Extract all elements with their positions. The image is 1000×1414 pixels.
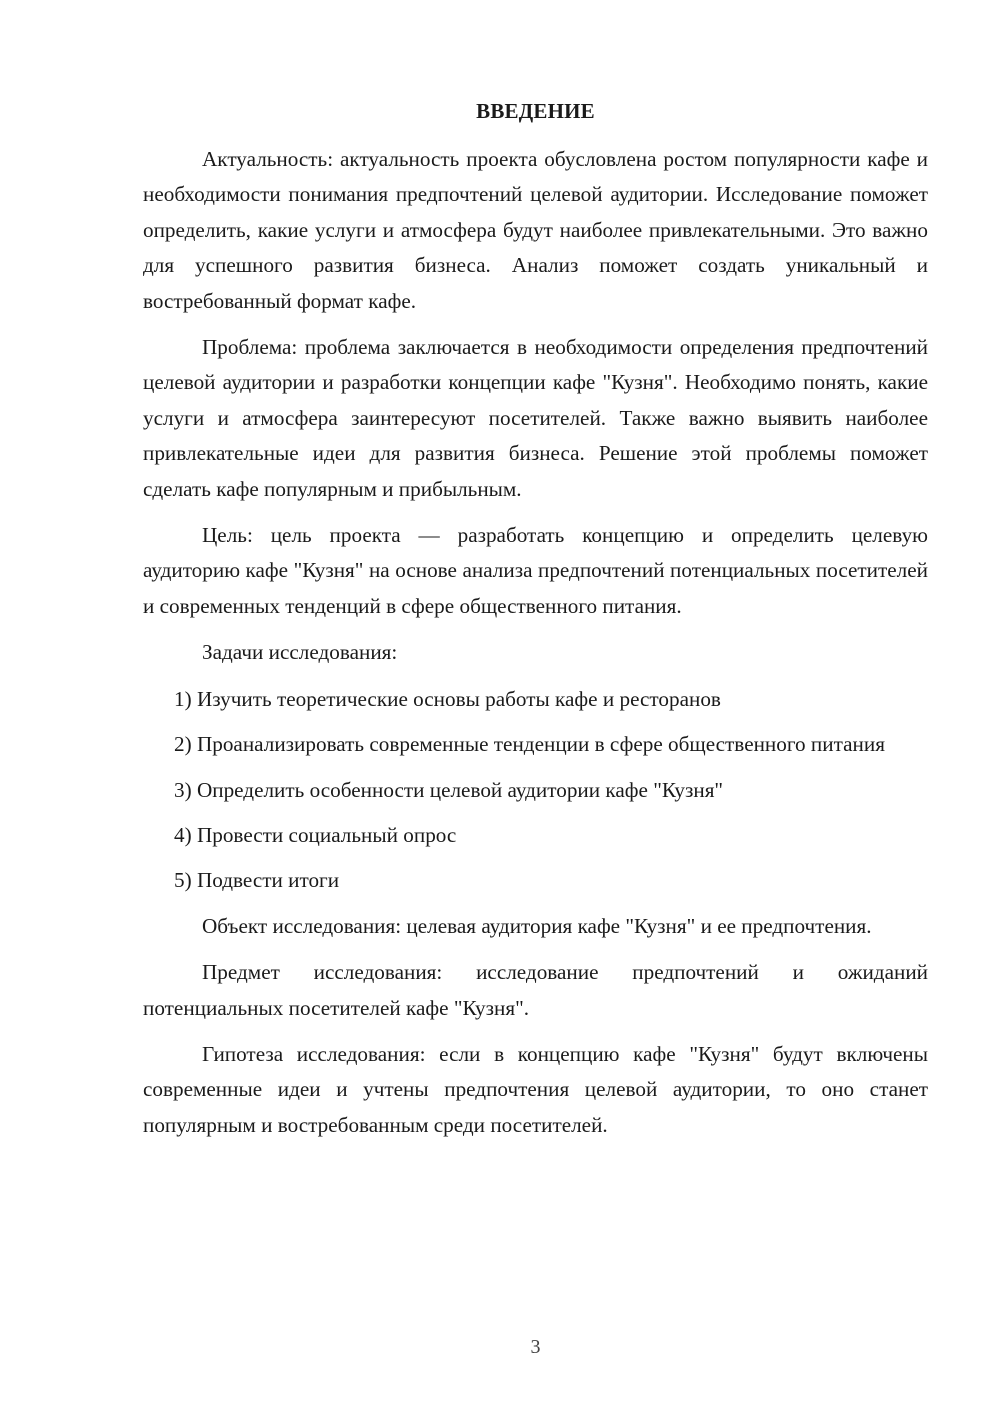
task-item-3: 3) Определить особенности целевой аудитории кафе "Кузня" — [174, 777, 724, 802]
paragraph-goal: Цель: цель проекта — разработать концепцию и определить целевую аудиторию кафе "Кузня" на основе анализа предпочтений потенциальных посетителей и современных тенденций в сфере общественного питания. — [143, 523, 928, 618]
page-title: ВВЕДЕНИЕ — [476, 99, 595, 123]
document-page — [143, 0, 928, 1414]
paragraph-object: Объект исследования: целевая аудитория кафе "Кузня" и ее предпочтения. — [202, 913, 872, 938]
tasks-heading: Задачи исследования: — [202, 640, 398, 665]
paragraph-problem: Проблема: проблема заключается в необходимости определения предпочтений целевой аудитории и разработки концепции кафе "Кузня". Необходимо понять, какие услуги и атмосфера заинтересуют посетителей. Также важно выявить наиболее привлекательные идеи для развития бизнеса. Решение этой проблемы поможет сделать кафе популярным и прибыльным. — [143, 335, 928, 501]
task-item-4: 4) Провести социальный опрос — [174, 822, 457, 847]
paragraph-relevance: Актуальность: актуальность проекта обусловлена ростом популярности кафе и необходимости понимания предпочтений целевой аудитории. Исследование поможет определить, какие услуги и атмосфера будут наиболее привлекательными. Это важно для успешного развития бизнеса. Анализ поможет создать уникальный и востребованный формат кафе. — [143, 147, 928, 313]
task-item-5: 5) Подвести итоги — [174, 868, 340, 893]
page-number: 3 — [530, 1336, 541, 1358]
document-body — [143, 142, 928, 1154]
paragraph-hypothesis: Гипотеза исследования: если в концепцию кафе "Кузня" будут включены современные идеи и учтены предпочтения целевой аудитории, то оно станет популярным и востребованным среди посетителей. — [143, 1041, 928, 1137]
paragraph-subject: Предмет исследования: исследование предпочтений и ожиданий потенциальных посетителей кафе "Кузня". — [143, 960, 928, 1020]
task-item-2: 2) Проанализировать современные тенденции в сфере общественного питания — [174, 732, 885, 757]
task-item-1: 1) Изучить теоретические основы работы кафе и ресторанов — [174, 686, 721, 711]
